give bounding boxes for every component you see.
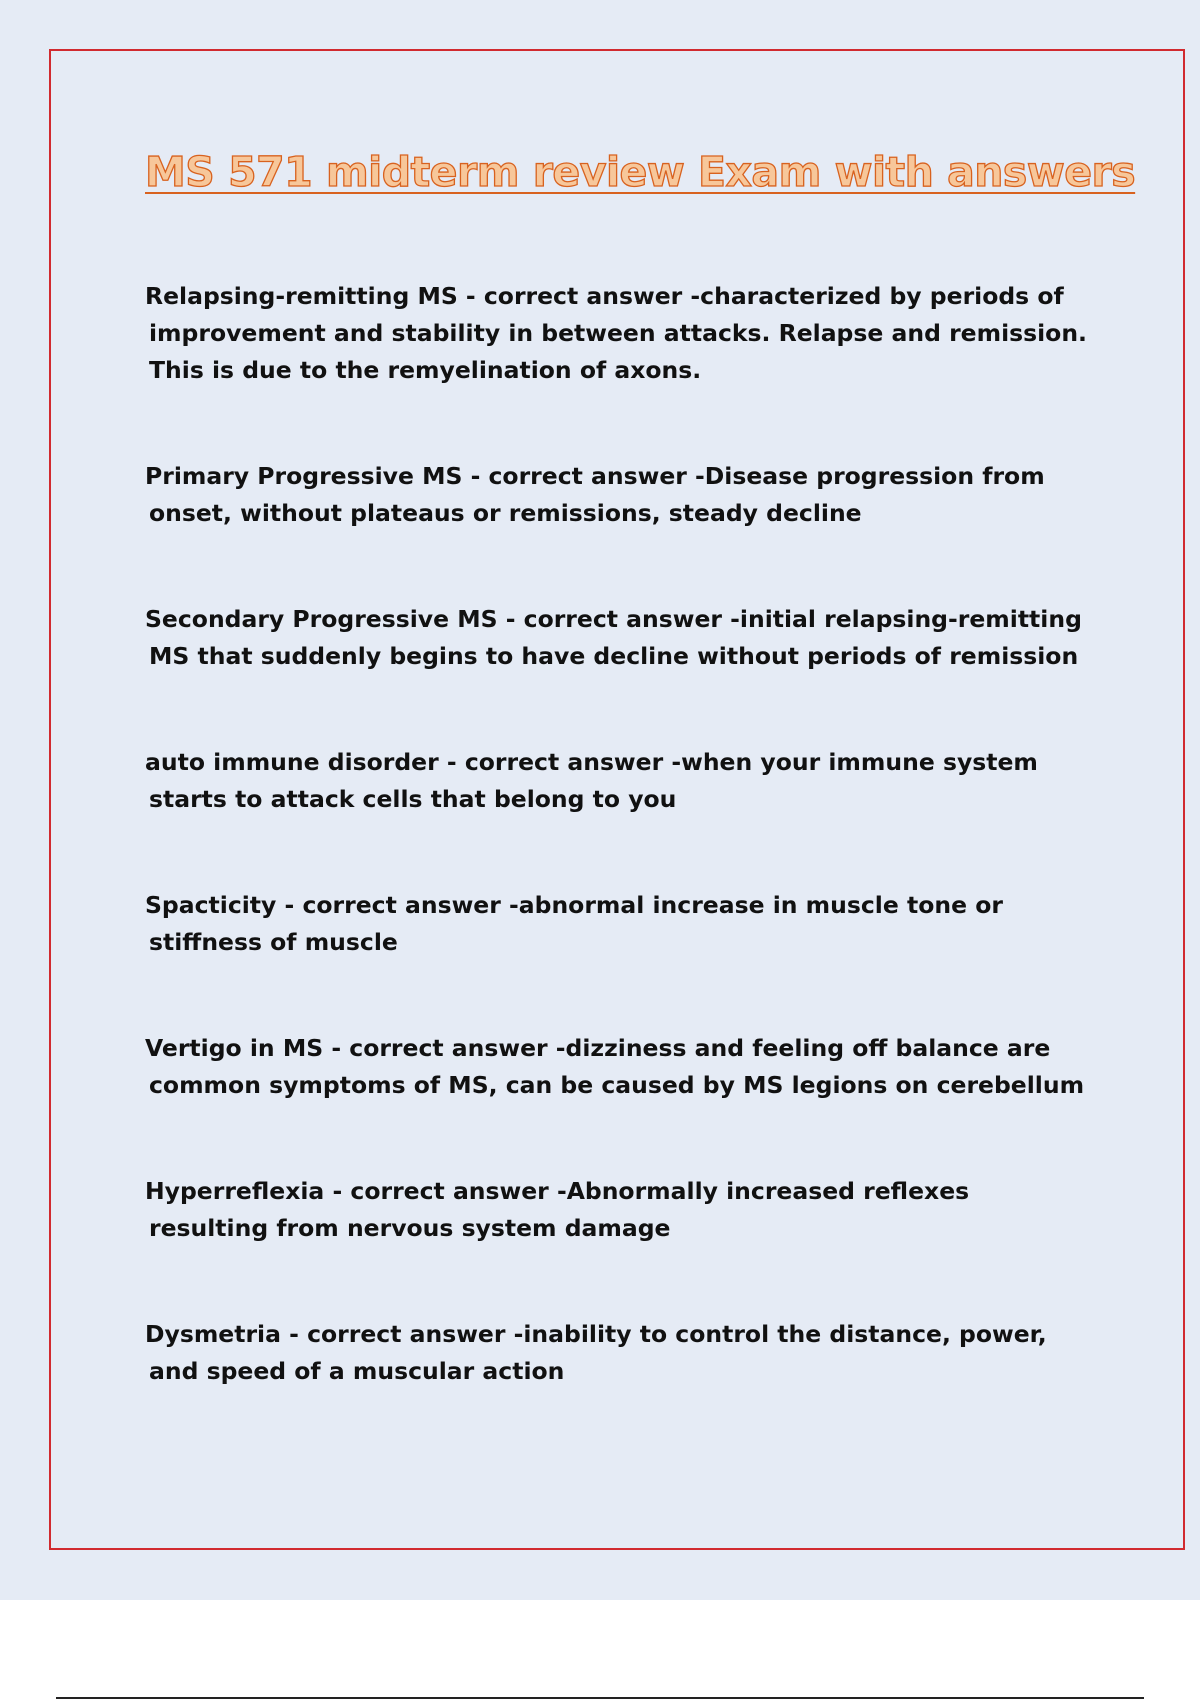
qa-entry-list [145,278,1095,1459]
qa-entry-relapsing-remitting: Relapsing-remitting MS - correct answer -characterized by periods of improvement and stability in between attacks. Relapse and remission. This is due to the remyelination of axons. [145,282,1087,384]
qa-entry-autoimmune-disorder: auto immune disorder - correct answer -when your immune system starts to attack cells that belong to you [145,748,1038,813]
qa-entry-primary-progressive: Primary Progressive MS - correct answer -Disease progression from onset, without plateaus or remissions, steady decline [145,462,1045,527]
qa-entry-spacticity: Spacticity - correct answer -abnormal increase in muscle tone or stiffness of muscle [145,891,1003,956]
bottom-divider [56,1697,1144,1699]
document-title: MS 571 midterm review Exam with answers [145,148,1136,196]
qa-entry-dysmetria: Dysmetria - correct answer -inability to control the distance, power, and speed of a muscular action [145,1320,1047,1385]
qa-entry-hyperreflexia: Hyperreflexia - correct answer -Abnormally increased reflexes resulting from nervous system damage [145,1177,970,1242]
qa-entry-secondary-progressive: Secondary Progressive MS - correct answer -initial relapsing-remitting MS that suddenly begins to have decline without periods of remission [145,605,1082,670]
qa-entry-vertigo: Vertigo in MS - correct answer -dizziness and feeling off balance are common symptoms of MS, can be caused by MS legions on cerebellum [145,1034,1085,1099]
